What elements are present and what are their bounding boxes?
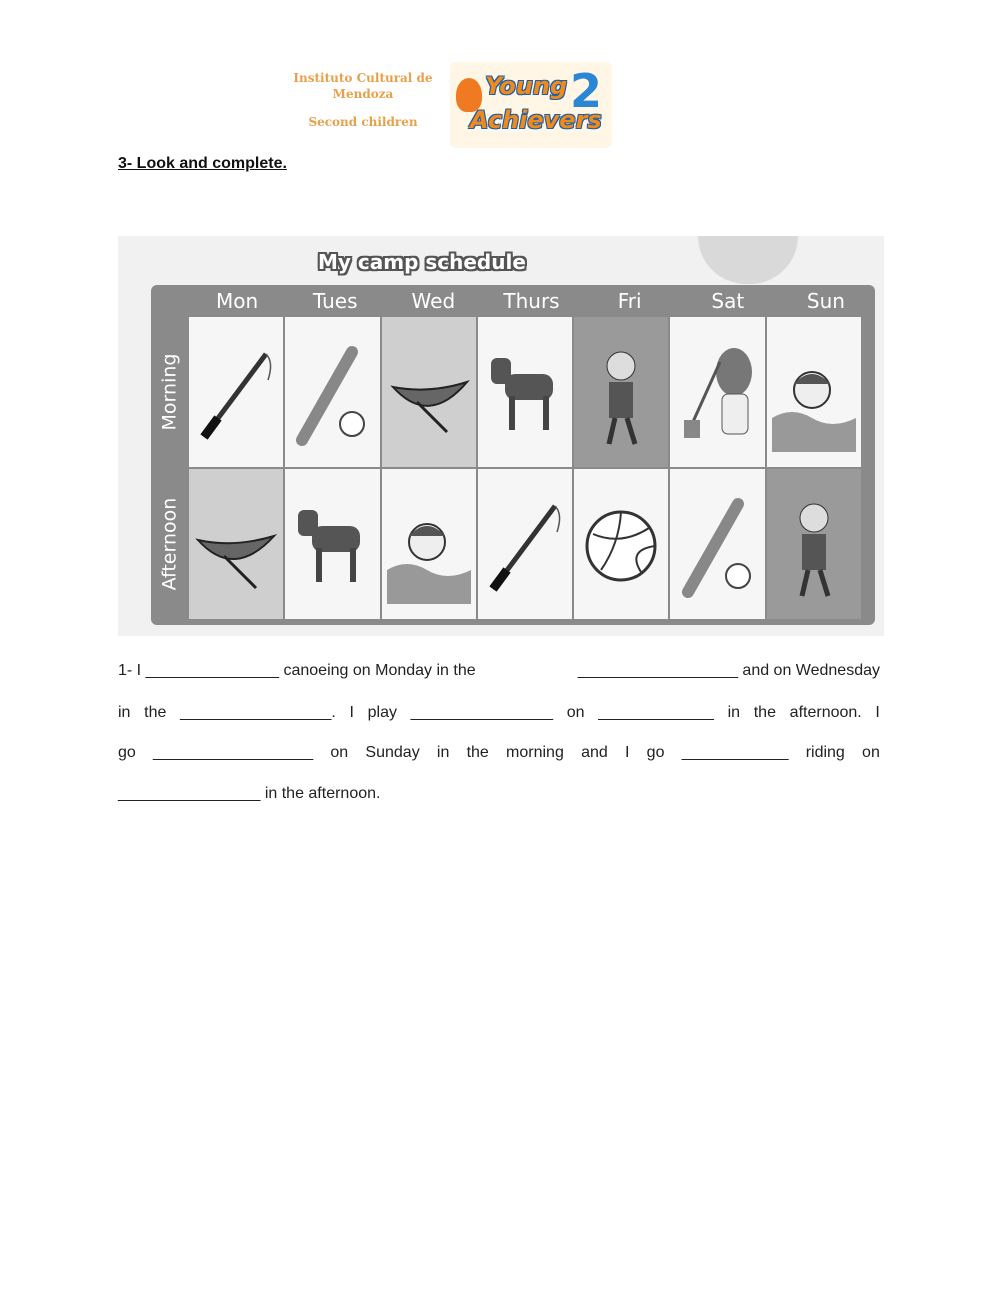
day-tues: Tues (312, 289, 358, 313)
period-labels (151, 317, 188, 617)
fishing-rod-icon (194, 332, 278, 452)
period-morning: Morning (158, 353, 181, 431)
canoe-icon (387, 332, 471, 452)
cell-sat-afternoon (670, 469, 764, 619)
day-sat: Sat (711, 289, 745, 313)
day-sun: Sun (806, 289, 845, 313)
baseball-bat-icon (676, 484, 760, 604)
cell-mon-afternoon (189, 469, 283, 619)
kid-peek-icon (698, 236, 798, 284)
sentence-line-3: go __________________ on Sunday in the morning and I go ____________ riding on (118, 744, 880, 761)
schedule-title: My camp schedule (318, 250, 526, 274)
logo-young-text: Young (485, 72, 568, 100)
toilet-brush-icon (676, 332, 760, 452)
sentence-line-1: 1- I _______________ canoeing on Monday in the __________________ and on Wednesday (118, 662, 880, 679)
day-headers (188, 285, 875, 317)
day-thurs: Thurs (503, 289, 560, 313)
cell-thurs-afternoon (478, 469, 572, 619)
young-achievers-logo (450, 62, 612, 148)
cell-sat-morning (670, 317, 764, 467)
sentence-line-2: in the _________________. I play ________________ on _____________ in the afternoon. I (118, 704, 880, 721)
camp-schedule-image (118, 236, 884, 636)
day-mon: Mon (215, 289, 259, 313)
day-wed: Wed (411, 289, 456, 313)
day-fri: Fri (617, 289, 642, 313)
fishing-rod-icon (483, 484, 567, 604)
logo-number: 2 (570, 64, 603, 118)
dancing-kid-icon (772, 484, 856, 604)
cell-tues-morning (285, 317, 379, 467)
cell-wed-morning (382, 317, 476, 467)
horse-icon (483, 332, 567, 452)
cell-sun-morning (767, 317, 861, 467)
canoe-icon (194, 484, 278, 604)
school-name-line2: Mendoza (332, 87, 394, 101)
cell-wed-afternoon (382, 469, 476, 619)
cell-mon-morning (189, 317, 283, 467)
period-afternoon: Afternoon (158, 497, 181, 591)
horse-icon (290, 484, 374, 604)
school-level: Second children (308, 115, 418, 129)
school-name (288, 70, 438, 130)
volleyball-icon (579, 484, 663, 604)
dancing-kid-icon (579, 332, 663, 452)
exercise-title: 3- Look and complete. (118, 155, 287, 172)
swimming-kid-icon (772, 332, 856, 452)
schedule-grid (189, 317, 861, 619)
swimming-kid-icon (387, 484, 471, 604)
baseball-bat-icon (290, 332, 374, 452)
sentence-line-4: ________________ in the afternoon. (118, 785, 381, 802)
cell-fri-morning (574, 317, 668, 467)
cell-thurs-morning (478, 317, 572, 467)
cell-sun-afternoon (767, 469, 861, 619)
logo-achievers-text: Achievers (470, 106, 602, 134)
cell-tues-afternoon (285, 469, 379, 619)
school-name-line1: Instituto Cultural de (293, 71, 433, 85)
cell-fri-afternoon (574, 469, 668, 619)
